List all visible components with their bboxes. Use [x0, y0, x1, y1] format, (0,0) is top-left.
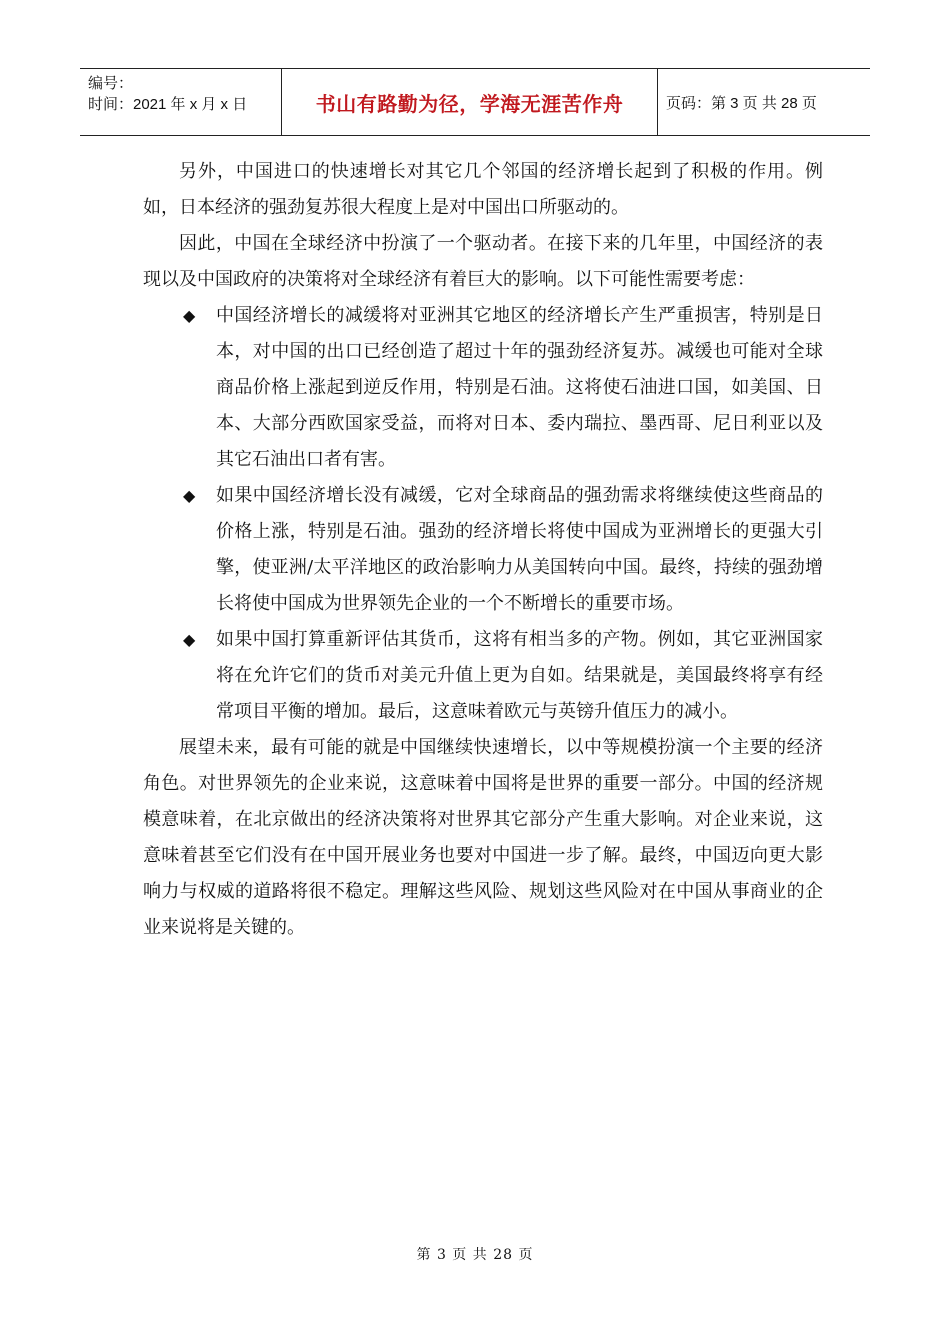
body-paragraph: 另外，中国进口的快速增长对其它几个邻国的经济增长起到了积极的作用。例如，日本经济的强劲复苏很大程度上是对中国出口所驱动的。 — [143, 161, 823, 218]
body-paragraph: 因此，中国在全球经济中扮演了一个驱动者。在接下来的几年里，中国经济的表现以及中国政府的决策将对全球经济有着巨大的影响。以下可能性需要考虑： — [143, 233, 823, 290]
bullet-item — [143, 298, 823, 478]
document-date: 时间：2021 年 x 月 x 日 — [88, 96, 248, 113]
bullet-item — [143, 478, 823, 622]
diamond-bullet-icon: ◆ — [183, 306, 196, 325]
header-meta — [80, 69, 282, 135]
document-body — [143, 154, 823, 946]
header-motto: 书山有路勤为径，学海无涯苦作舟 — [282, 69, 658, 135]
bullet-text: 如果中国经济增长没有减缓，它对全球商品的强劲需求将继续使这些商品的价格上涨，特别是石油。强劲的经济增长将使中国成为亚洲增长的更强大引擎，使亚洲/太平洋地区的政治影响力从美国转向中国。最终，持续的强劲增长将使中国成为世界领先企业的一个不断增长的重要市场。 — [216, 485, 823, 614]
bullet-list — [143, 298, 823, 730]
document-number-label: 编号： — [88, 75, 134, 92]
page-footer: 第 3 页 共 28 页 — [416, 1247, 534, 1263]
bullet-item — [143, 622, 823, 730]
header-page-info: 页码：第 3 页 共 28 页 — [666, 94, 817, 112]
diamond-bullet-icon: ◆ — [183, 630, 196, 649]
bullet-text: 如果中国打算重新评估其货币，这将有相当多的产物。例如，其它亚洲国家将在允许它们的货币对美元升值上更为自如。结果就是，美国最终将享有经常项目平衡的增加。最后，这意味着欧元与英镑升值压力的减小。 — [216, 629, 823, 722]
body-paragraph: 展望未来，最有可能的就是中国继续快速增长，以中等规模扮演一个主要的经济角色。对世界领先的企业来说，这意味着中国将是世界的重要一部分。中国的经济规模意味着，在北京做出的经济决策将对世界其它部分产生重大影响。对企业来说，这意味着甚至它们没有在中国开展业务也要对中国进一步了解。最终，中国迈向更大影响力与权威的道路将很不稳定。理解这些风险、规划这些风险对在中国从事商业的企业来说将是关键的。 — [143, 737, 823, 938]
diamond-bullet-icon: ◆ — [183, 486, 196, 505]
bullet-text: 中国经济增长的减缓将对亚洲其它地区的经济增长产生严重损害，特别是日本，对中国的出口已经创造了超过十年的强劲经济复苏。减缓也可能对全球商品价格上涨起到逆反作用，特别是石油。这将使石油进口国，如美国、日本、大部分西欧国家受益，而将对日本、委内瑞拉、墨西哥、尼日利亚以及其它石油出口者有害。 — [216, 305, 823, 470]
page-header — [80, 68, 870, 136]
